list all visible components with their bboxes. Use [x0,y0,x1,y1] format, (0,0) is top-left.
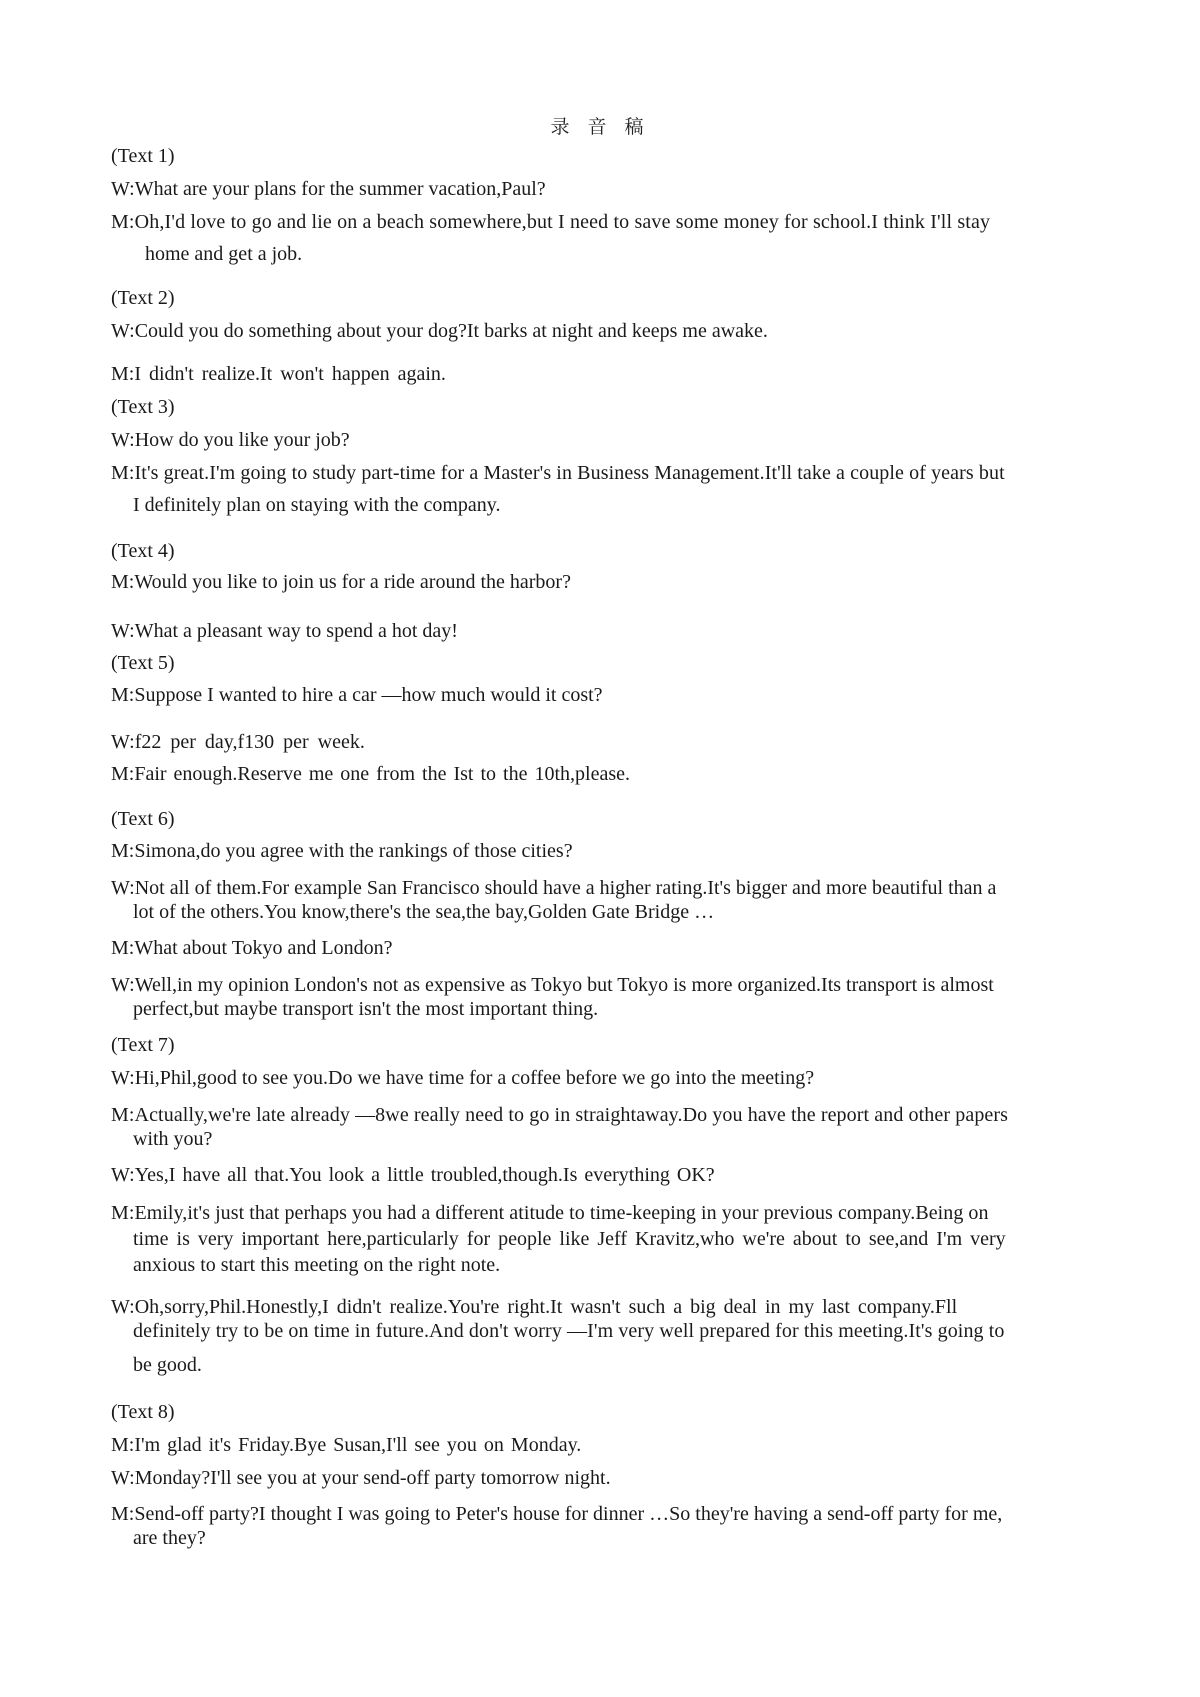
dialogue-line: M:Emily,it's just that perhaps you had a different atitude to time-keeping in your previous company.Being on [111,1202,989,1224]
dialogue-line: M:Simona,do you agree with the rankings of those cities? [111,840,573,862]
dialogue-line-continuation: be good. [133,1354,202,1376]
dialogue-line: W:Hi,Phil,good to see you.Do we have time for a coffee before we go into the meeting? [111,1067,815,1089]
dialogue-line: W:How do you like your job? [111,429,350,451]
dialogue-line: W:Not all of them.For example San Francisco should have a higher rating.It's bigger and more beautiful than a [111,877,997,899]
dialogue-line: M:Actually,we're late already —8we really need to go in straightaway.Do you have the report and other papers [111,1104,1009,1126]
section-heading-text7: (Text 7) [111,1034,175,1056]
dialogue-line: W:f22 per day,f130 per week. [111,731,365,753]
dialogue-line-continuation: anxious to start this meeting on the right note. [133,1254,501,1276]
dialogue-line: W:Yes,I have all that.You look a little troubled,though.Is everything OK? [111,1164,715,1186]
dialogue-line: M:Send-off party?I thought I was going to Peter's house for dinner …So they're having a send-off party for me, [111,1503,1003,1525]
page-title: 录 音 稿 [550,116,650,138]
section-heading-text2: (Text 2) [111,287,175,309]
dialogue-line-continuation: definitely try to be on time in future.And don't worry —I'm very well prepared for this meeting.It's going to [133,1320,1005,1342]
section-heading-text8: (Text 8) [111,1401,175,1423]
dialogue-line-continuation: time is very important here,particularly for people like Jeff Kravitz,who we're about to see,and I'm very [133,1228,1006,1250]
dialogue-line: W:What are your plans for the summer vacation,Paul? [111,178,546,200]
dialogue-line: M:I'm glad it's Friday.Bye Susan,I'll see you on Monday. [111,1434,582,1456]
dialogue-line: M:What about Tokyo and London? [111,937,393,959]
dialogue-line-continuation: with you? [133,1128,213,1150]
dialogue-line-continuation: are they? [133,1527,206,1549]
dialogue-line-continuation: I definitely plan on staying with the company. [133,494,501,516]
dialogue-line: W:Monday?I'll see you at your send-off party tomorrow night. [111,1467,611,1489]
dialogue-line: W:Could you do something about your dog?It barks at night and keeps me awake. [111,320,768,342]
dialogue-line-continuation: perfect,but maybe transport isn't the most important thing. [133,998,599,1020]
section-heading-text5: (Text 5) [111,652,175,674]
dialogue-line-continuation: lot of the others.You know,there's the sea,the bay,Golden Gate Bridge … [133,901,715,923]
section-heading-text4: (Text 4) [111,540,175,562]
dialogue-line: W:Oh,sorry,Phil.Honestly,I didn't realize.You're right.It wasn't such a big deal in my last company.Fll [111,1296,958,1318]
section-heading-text1: (Text 1) [111,145,175,167]
dialogue-line: M:Suppose I wanted to hire a car —how much would it cost? [111,684,603,706]
section-heading-text3: (Text 3) [111,396,175,418]
dialogue-line: M:Fair enough.Reserve me one from the Ist to the 10th,please. [111,763,630,785]
dialogue-line: M:Would you like to join us for a ride around the harbor? [111,571,571,593]
section-heading-text6: (Text 6) [111,808,175,830]
dialogue-line: M:It's great.I'm going to study part-time for a Master's in Business Management.It'll take a couple of years but [111,462,1005,484]
dialogue-line-continuation: home and get a job. [145,243,303,265]
dialogue-line: M:I didn't realize.It won't happen again. [111,363,446,385]
dialogue-line: W:What a pleasant way to spend a hot day! [111,620,458,642]
dialogue-line: M:Oh,I'd love to go and lie on a beach somewhere,but I need to save some money for school.I think I'll stay [111,211,991,233]
dialogue-line: W:Well,in my opinion London's not as expensive as Tokyo but Tokyo is more organized.Its transport is almost [111,974,994,996]
